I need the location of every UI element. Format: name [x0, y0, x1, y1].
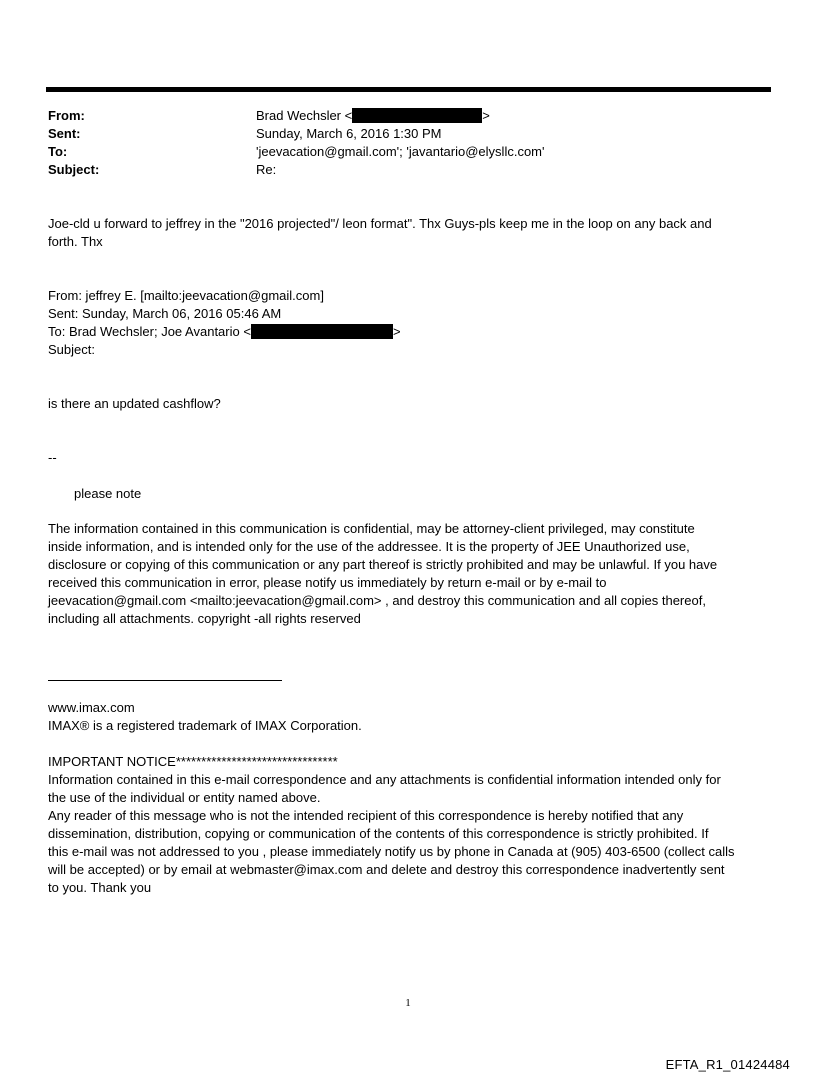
please-note: please note — [74, 486, 142, 501]
sent-row — [48, 125, 544, 143]
quoted-header — [48, 287, 763, 359]
disclaimer-line: disclosure or copying of this communication or any part thereof is strictly prohibited and may be unlawful. If you have — [48, 557, 718, 572]
from-label: From: — [48, 108, 85, 123]
redaction-bar — [352, 108, 482, 123]
notice-line: will be accepted) or by email at webmaster@imax.com and delete and destroy this correspondence inadvertently sent — [48, 862, 725, 877]
subject-label: Subject: — [48, 162, 100, 177]
email-header — [48, 107, 544, 179]
confidentiality-disclaimer — [48, 520, 763, 628]
imax-footer — [48, 699, 763, 735]
subject-row — [48, 161, 544, 179]
signature-separator: -- — [48, 450, 57, 465]
notice-line: Information contained in this e-mail correspondence and any attachments is confidential information intended only for — [48, 772, 721, 787]
trademark-notice: IMAX® is a registered trademark of IMAX Corporation. — [48, 718, 362, 733]
notice-line: this e-mail was not addressed to you , please immediately notify us by phone in Canada at (905) 403-6500 (collect calls — [48, 844, 735, 859]
quoted-sent: Sent: Sunday, March 06, 2016 05:46 AM — [48, 306, 282, 321]
to-row — [48, 143, 544, 161]
from-close: > — [482, 108, 490, 123]
header-rule — [46, 87, 771, 92]
reply-line: Joe-cld u forward to jeffrey in the "2016 projected"/ leon format". Thx Guys-pls keep me in the loop on any back and — [48, 216, 712, 231]
footer-divider — [48, 680, 282, 681]
subject-value: Re: — [256, 162, 277, 177]
page-number: 1 — [405, 997, 411, 1009]
document-id: EFTA_R1_01424484 — [665, 1057, 790, 1072]
disclaimer-line: jeevacation@gmail.com <mailto:jeevacation@gmail.com> , and destroy this communication and all copies thereof, — [48, 593, 706, 608]
quoted-subject: Subject: — [48, 342, 95, 357]
disclaimer-line: including all attachments. copyright -all rights reserved — [48, 611, 361, 626]
notice-line: to you. Thank you — [48, 880, 152, 895]
disclaimer-line: The information contained in this communication is confidential, may be attorney-client privileged, may constitute — [48, 521, 695, 536]
quoted-to-prefix: To: Brad Wechsler; Joe Avantario < — [48, 324, 251, 339]
notice-title: IMPORTANT NOTICE******************************** — [48, 754, 338, 769]
quoted-to — [48, 323, 763, 341]
reply-body — [48, 215, 763, 251]
website: www.imax.com — [48, 700, 135, 715]
notice-line: the use of the individual or entity named above. — [48, 790, 321, 805]
quoted-question: is there an updated cashflow? — [48, 396, 221, 411]
from-row — [48, 107, 544, 125]
quoted-to-close: > — [392, 324, 401, 339]
notice-line: dissemination, distribution, copying or communication of the contents of this correspondence is strictly prohibited. If — [48, 826, 709, 841]
disclaimer-line: received this communication in error, please notify us immediately by return e-mail or by e-mail to — [48, 575, 607, 590]
sent-value: Sunday, March 6, 2016 1:30 PM — [256, 126, 442, 141]
reply-line: forth. Thx — [48, 234, 103, 249]
from-name: Brad Wechsler < — [256, 108, 353, 123]
notice-line: Any reader of this message who is not the intended recipient of this correspondence is hereby notified that any — [48, 808, 684, 823]
redaction-bar — [251, 324, 393, 339]
sent-label: Sent: — [48, 126, 81, 141]
to-value: 'jeevacation@gmail.com'; 'javantario@elysllc.com' — [256, 144, 545, 159]
to-label: To: — [48, 144, 68, 159]
quoted-from: From: jeffrey E. [mailto:jeevacation@gmail.com] — [48, 288, 324, 303]
important-notice — [48, 753, 763, 897]
disclaimer-line: inside information, and is intended only for the use of the addressee. It is the property of JEE Unauthorized use, — [48, 539, 690, 554]
